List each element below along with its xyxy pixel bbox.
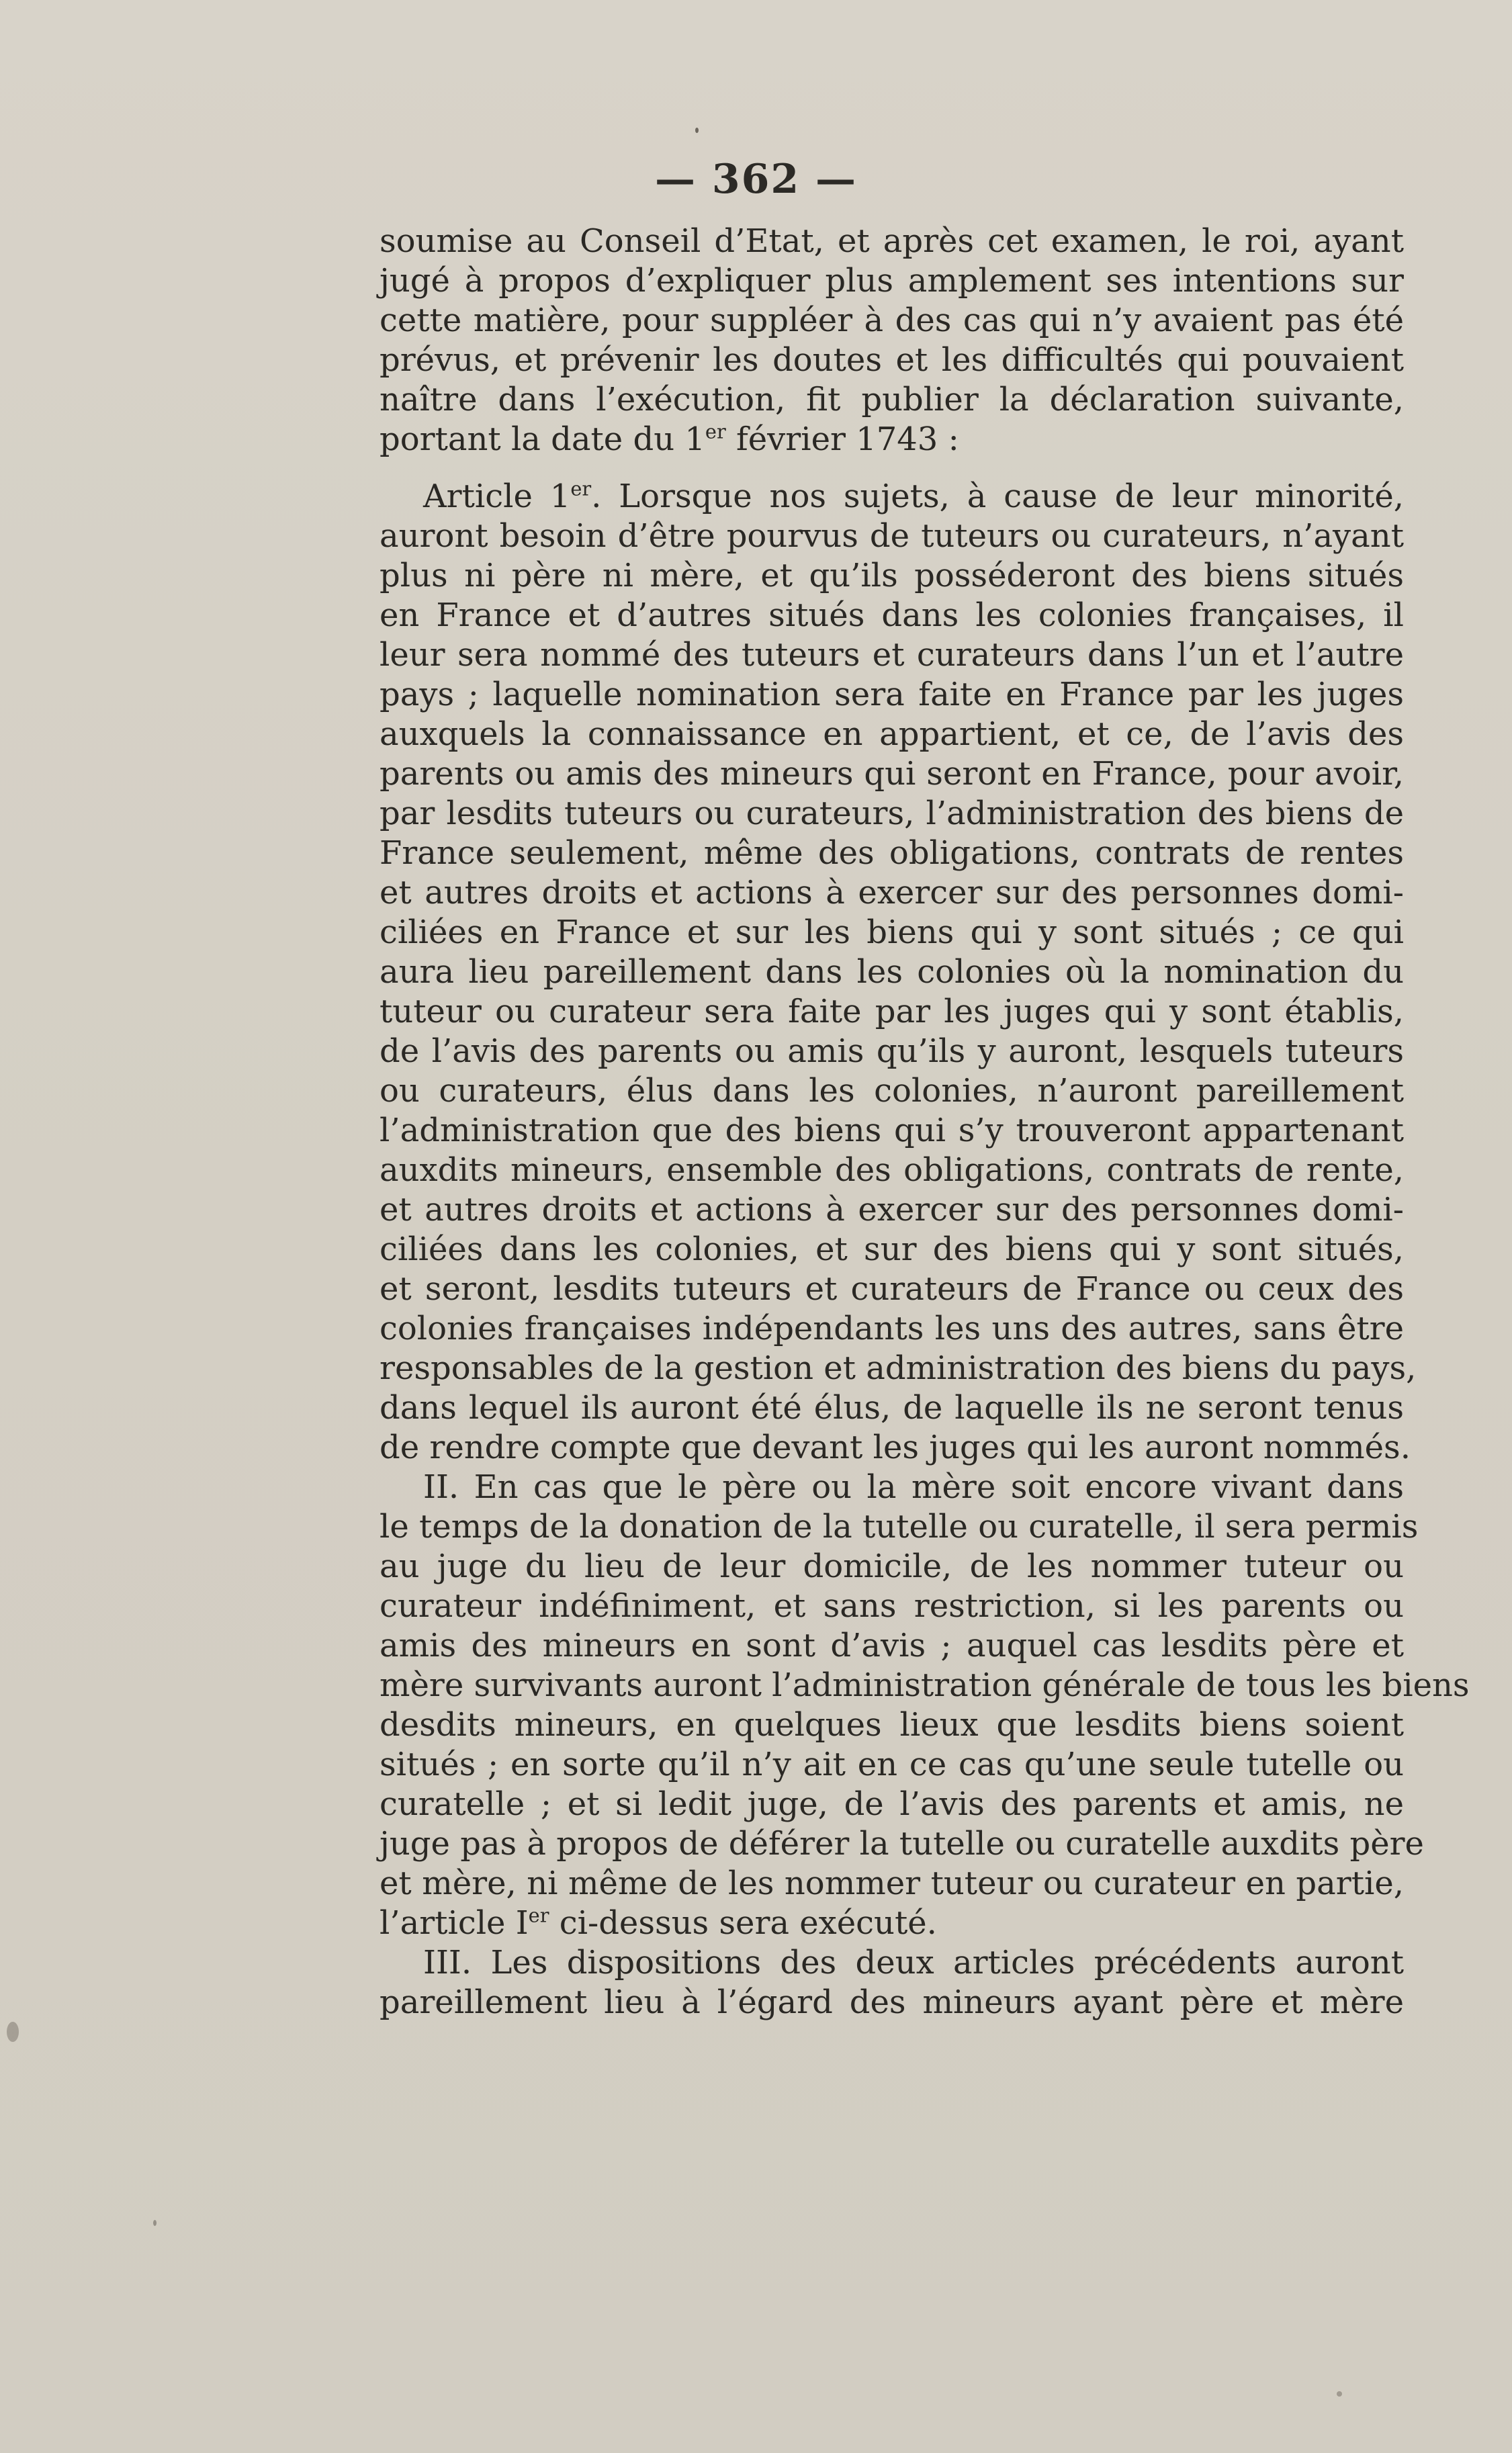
- text-line: [380, 1468, 1404, 1507]
- text-line: [380, 834, 1404, 873]
- text-line: [380, 1388, 1404, 1428]
- text-line: [380, 873, 1404, 913]
- text-line: [380, 952, 1404, 992]
- text-line: [380, 1745, 1404, 1785]
- text-line: [380, 420, 1404, 459]
- text-line-main: amis des mineurs en sont d’avis ; auquel cas lesdits père et: [380, 1627, 1404, 1664]
- text-line-main: ciliées dans les colonies, et sur des biens qui y sont situés,: [380, 1231, 1404, 1268]
- text-line-main: prévus, et prévenir les doutes et les difficultés qui pouvaient: [380, 341, 1404, 379]
- text-line-main: et autres droits et actions à exercer sur des personnes domi-: [380, 874, 1404, 911]
- text-line-main: en France et d’autres situés dans les colonies françaises, il: [380, 596, 1404, 634]
- text-line-main: leur sera nommé des tuteurs et curateurs dans l’un et l’autre: [380, 636, 1404, 674]
- text-line: [380, 794, 1404, 834]
- paper-speck: [7, 2022, 19, 2042]
- text-line: [380, 477, 1404, 517]
- text-line: [380, 635, 1404, 675]
- text-line: [380, 715, 1404, 754]
- text-line: [380, 1547, 1404, 1587]
- text-line: [380, 301, 1404, 341]
- text-line-main: le temps de la donation de la tutelle ou curatelle, il sera permis: [380, 1508, 1419, 1546]
- text-line-main: de l’avis des parents ou amis qu’ils y auront, lesquels tuteurs: [380, 1032, 1404, 1070]
- text-line-main: pareillement lieu à l’égard des mineurs ayant père et mère: [380, 1983, 1404, 2021]
- text-line: [380, 380, 1404, 420]
- text-line-main: France seulement, même des obligations, contrats de rentes: [380, 834, 1404, 872]
- text-line: [380, 1190, 1404, 1230]
- text-line: [380, 556, 1404, 596]
- text-line: [380, 1904, 1404, 1943]
- text-line: [380, 1349, 1417, 1388]
- text-line-main: cette matière, pour suppléer à des cas qui n’y avaient pas été: [380, 302, 1404, 339]
- text-line-main: colonies françaises indépendants les uns des autres, sans être: [380, 1310, 1404, 1347]
- text-line: [380, 1428, 1411, 1468]
- text-line-main: mère survivants auront l’administration générale de tous les biens: [380, 1666, 1470, 1704]
- text-line-main: pays ; laquelle nomination sera faite en France par les juges: [380, 676, 1404, 713]
- text-line: [380, 341, 1404, 380]
- text-line-main: auxdits mineurs, ensemble des obligations, contrats de rente,: [380, 1151, 1404, 1189]
- text-line-main: soumise au Conseil d’Etat, et après cet examen, le roi, ayant: [380, 222, 1404, 260]
- text-line: [380, 675, 1404, 715]
- text-line: [380, 1666, 1470, 1705]
- paragraph-gap: [380, 459, 1404, 477]
- text-line: [380, 1269, 1404, 1309]
- text-line-main: auxquels la connaissance en appartient, et ce, de l’avis des: [380, 715, 1404, 753]
- text-line: [380, 1983, 1404, 2022]
- text-line-main: portant la date du 1: [380, 420, 705, 458]
- text-line: [380, 1587, 1404, 1626]
- text-line: [380, 1111, 1404, 1151]
- text-line-main: par lesdits tuteurs ou curateurs, l’administration des biens de: [380, 795, 1404, 832]
- text-line: [380, 1943, 1404, 1983]
- text-line-main: ou curateurs, élus dans les colonies, n’auront pareillement: [380, 1072, 1404, 1110]
- paper-speck: [695, 128, 699, 133]
- superscript: er: [705, 420, 726, 443]
- text-line-main: curateur indéfiniment, et sans restriction, si les parents ou: [380, 1587, 1404, 1625]
- text-line-main: jugé à propos d’expliquer plus amplement ses intentions sur: [380, 262, 1404, 300]
- text-line-main: III. Les dispositions des deux articles précédents auront: [423, 1944, 1404, 1981]
- text-line-continuation: . Lorsque nos sujets, à cause de leur minorité,: [591, 478, 1404, 515]
- text-line-main: l’article I: [380, 1904, 529, 1942]
- text-line-main: de rendre compte que devant les juges qui les auront nommés.: [380, 1429, 1411, 1466]
- text-line-main: parents ou amis des mineurs qui seront en France, pour avoir,: [380, 755, 1404, 793]
- text-line-main: naître dans l’exécution, fit publier la déclaration suivante,: [380, 381, 1404, 418]
- text-line: [380, 1507, 1419, 1547]
- text-line-main: Article 1: [423, 478, 571, 515]
- text-line-main: II. En cas que le père ou la mère soit encore vivant dans: [423, 1468, 1404, 1506]
- text-line: [380, 1824, 1424, 1864]
- text-line: [380, 261, 1404, 301]
- paper-speck: [1337, 2391, 1342, 2397]
- text-line: [380, 517, 1404, 556]
- paper-speck: [153, 2220, 157, 2226]
- text-line-main: l’administration que des biens qui s’y trouveront appartenant: [380, 1112, 1404, 1149]
- text-line-main: plus ni père ni mère, et qu’ils posséderont des biens situés: [380, 557, 1404, 594]
- text-line: [380, 1864, 1404, 1904]
- text-line-main: aura lieu pareillement dans les colonies où la nomination du: [380, 953, 1404, 991]
- text-line: [380, 1230, 1404, 1269]
- text-line-main: au juge du lieu de leur domicile, de les nommer tuteur ou: [380, 1548, 1404, 1585]
- text-line-main: desdits mineurs, en quelques lieux que lesdits biens soient: [380, 1706, 1404, 1744]
- text-line: [380, 1071, 1404, 1111]
- body-text: [380, 222, 1470, 2022]
- text-line: [380, 222, 1404, 261]
- text-line-main: situés ; en sorte qu’il n’y ait en ce cas qu’une seule tutelle ou: [380, 1746, 1404, 1783]
- text-line: [380, 754, 1404, 794]
- text-line-main: et mère, ni même de les nommer tuteur ou curateur en partie,: [380, 1865, 1404, 1902]
- text-line: [380, 992, 1404, 1032]
- text-line: [380, 1785, 1404, 1824]
- text-line-continuation: février 1743 :: [725, 420, 959, 458]
- page-number: — 362 —: [654, 156, 858, 203]
- text-line: [380, 1626, 1404, 1666]
- text-line-continuation: ci-dessus sera exécuté.: [549, 1904, 937, 1942]
- text-line-main: responsables de la gestion et administration des biens du pays,: [380, 1349, 1417, 1387]
- text-line: [380, 1151, 1404, 1190]
- text-line-main: dans lequel ils auront été élus, de laquelle ils ne seront tenus: [380, 1389, 1404, 1427]
- text-line: [380, 913, 1404, 952]
- text-line-main: juge pas à propos de déférer la tutelle ou curatelle auxdits père: [380, 1825, 1424, 1863]
- text-line-main: auront besoin d’être pourvus de tuteurs ou curateurs, n’ayant: [380, 517, 1404, 555]
- text-line: [380, 1309, 1404, 1349]
- text-line-main: ciliées en France et sur les biens qui y sont situés ; ce qui: [380, 913, 1404, 951]
- text-line: [380, 1705, 1404, 1745]
- text-line-main: tuteur ou curateur sera faite par les juges qui y sont établis,: [380, 993, 1404, 1030]
- text-line: [380, 1032, 1404, 1071]
- superscript: er: [528, 1904, 549, 1927]
- text-line-main: et seront, lesdits tuteurs et curateurs de France ou ceux des: [380, 1270, 1404, 1308]
- text-line: [380, 596, 1404, 635]
- superscript: er: [570, 477, 592, 500]
- text-line-main: curatelle ; et si ledit juge, de l’avis des parents et amis, ne: [380, 1785, 1404, 1823]
- text-line-main: et autres droits et actions à exercer sur des personnes domi-: [380, 1191, 1404, 1229]
